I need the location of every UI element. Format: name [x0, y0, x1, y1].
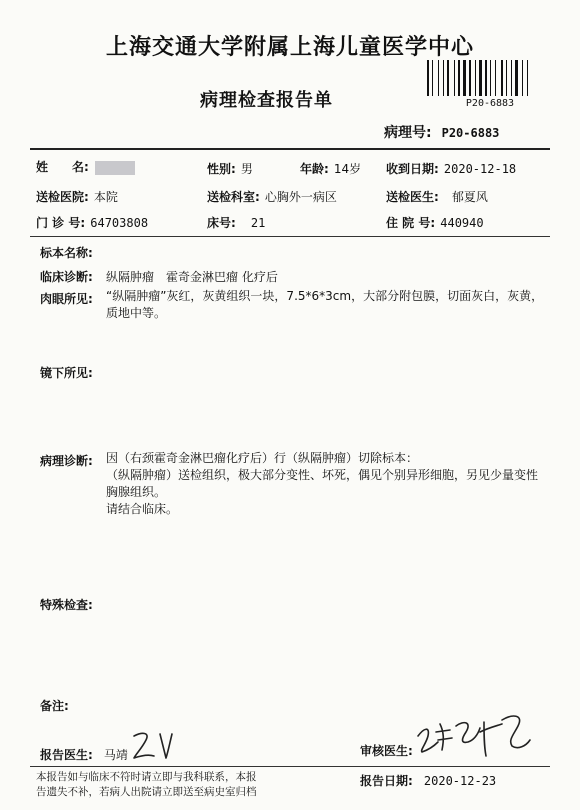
report-date-value: 2020-12-23: [423, 774, 497, 788]
pathology-number-value: P20-6883: [441, 126, 500, 140]
inpatient-no-field: [386, 212, 484, 231]
received-date-label: 收到日期:: [386, 162, 439, 176]
path-dx-label: 病理诊断:: [40, 454, 93, 468]
gross-line: “纵隔肿瘤”灰红，灰黄组织一块，7.5*6*3cm，大部分附包膜，切面灰白，灰黄，: [106, 289, 544, 303]
hospital-name: 上海交通大学附属上海儿童医学中心: [105, 35, 474, 60]
clinic-no-field: [36, 212, 148, 231]
doctor-field: [386, 186, 488, 205]
doctor-value: 郁夏风: [451, 190, 488, 204]
received-date-field: [386, 158, 516, 177]
gross-description: [106, 288, 556, 322]
department-field: [207, 186, 337, 205]
hospital-label: 送检医院:: [36, 190, 89, 204]
report-title: 病理检查报告单: [200, 90, 333, 111]
inpatient-no-label: 住 院 号:: [386, 216, 436, 230]
disclaimer-line: 本报告如与临床不符时请立即与我科联系，本报: [36, 771, 257, 783]
specimen-label: 标本名称:: [40, 246, 93, 260]
clinical-dx-label: 临床诊断:: [40, 270, 93, 284]
clinical-dx-value: 纵隔肿瘤 霍奇金淋巴瘤 化疗后: [106, 270, 278, 284]
inpatient-no-value: 440940: [440, 216, 484, 230]
gender-label: 性别:: [207, 162, 236, 176]
special-label: 特殊检查:: [40, 598, 93, 612]
clinic-no-label: 门 诊 号:: [36, 216, 86, 230]
path-dx-line: 因（右颈霍奇金淋巴瘤化疗后）行（纵隔肿瘤）切除标本：: [106, 451, 419, 465]
pathology-number: [384, 122, 499, 142]
received-date-value: 2020-12-18: [443, 162, 517, 176]
reviewer-label: 审核医生:: [360, 744, 413, 758]
bed-field: [207, 212, 265, 231]
barcode-text: P20-6883: [465, 98, 515, 109]
name-label: 姓 名:: [36, 160, 89, 174]
name-field: [36, 158, 135, 175]
report-doctor-label: 报告医生:: [40, 748, 93, 762]
name-redacted: [95, 161, 135, 175]
barcode: [425, 60, 555, 100]
reviewer-signature: [414, 706, 534, 760]
info-divider: [30, 236, 550, 237]
pathology-number-label: 病理号:: [384, 125, 432, 141]
gross-label: 肉眼所见:: [40, 292, 93, 306]
header-divider: [30, 148, 550, 150]
notes-label: 备注:: [40, 699, 69, 713]
footer-divider: [30, 766, 550, 767]
path-dx-line: 请结合临床。: [106, 502, 179, 516]
doctor-label: 送检医生:: [386, 190, 439, 204]
disclaimer-line: 告遗失不补，若病人出院请立即送至病史室归档: [36, 786, 257, 798]
path-dx-line: （纵隔肿瘤）送检组织，极大部分变性、坏死，偶见个别异形细胞，另见少量变性: [106, 468, 539, 482]
department-label: 送检科室:: [207, 190, 260, 204]
micro-label: 镜下所见:: [40, 366, 93, 380]
hospital-value: 本院: [93, 190, 118, 204]
report-doctor-value: 马靖: [103, 748, 128, 762]
gender-value: 男: [240, 162, 253, 176]
department-value: 心胸外一病区: [264, 190, 337, 204]
path-dx-description: [106, 450, 556, 518]
report-doctor-signature: [128, 728, 178, 764]
report-date-field: [360, 770, 496, 789]
clinic-no-value: 64703808: [90, 216, 149, 230]
gender-field: [207, 158, 253, 177]
report-doctor-field: [40, 744, 128, 763]
bed-label: 床号:: [207, 216, 236, 230]
age-label: 年龄:: [300, 162, 329, 176]
gross-line: 质地中等。: [106, 306, 167, 320]
report-date-label: 报告日期:: [360, 774, 413, 788]
hospital-field: [36, 186, 118, 205]
age-value: 14岁: [333, 162, 362, 176]
age-field: [300, 158, 361, 177]
bed-value: 21: [250, 216, 266, 230]
disclaimer: [36, 770, 276, 800]
path-dx-line: 胸腺组织。: [106, 485, 167, 499]
